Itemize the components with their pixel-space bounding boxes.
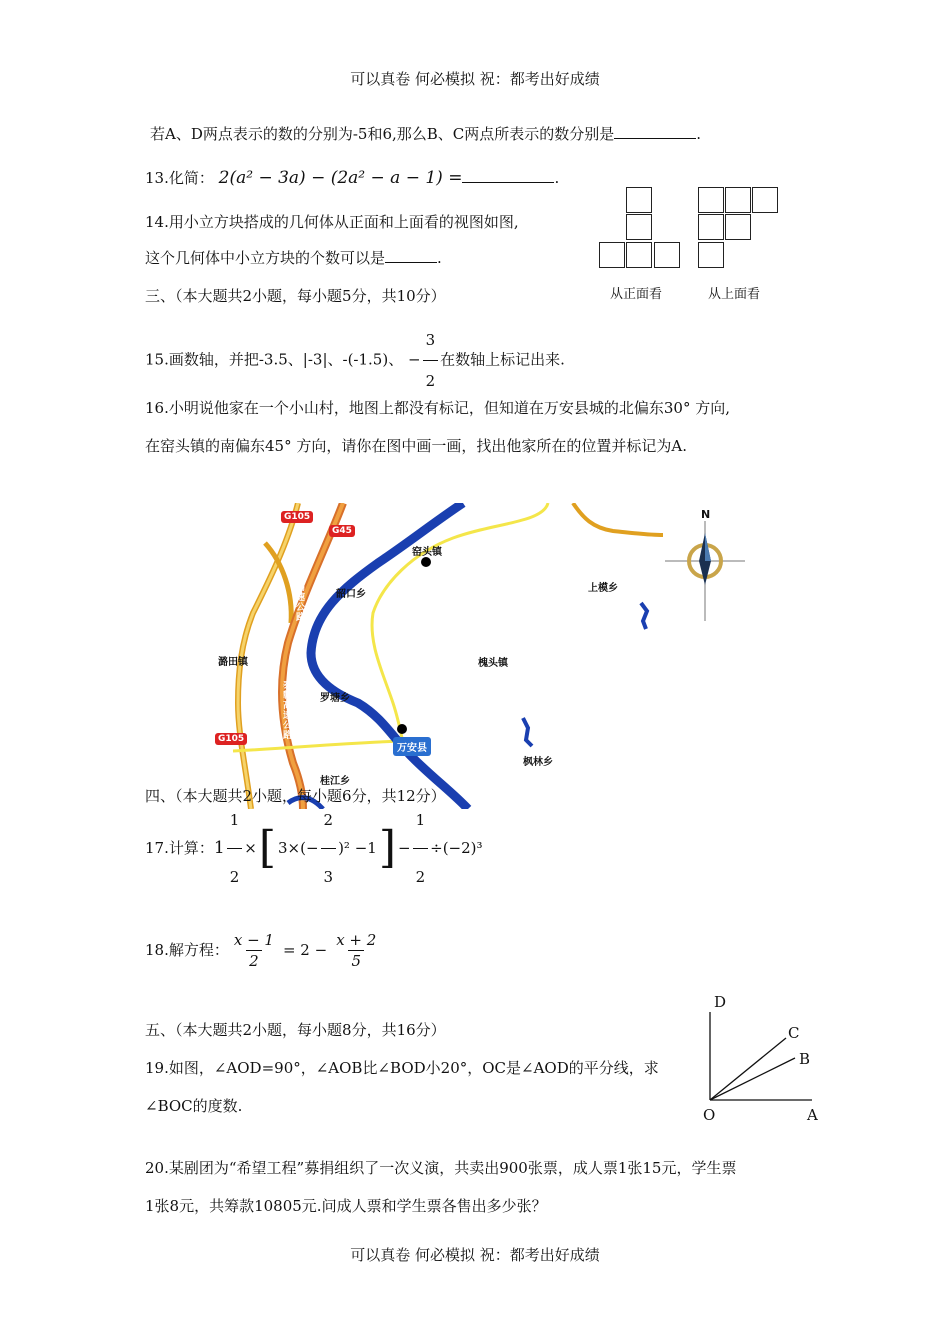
- map-label-guaitou: 槐头镇: [478, 658, 508, 669]
- q14-answer-blank[interactable]: [385, 248, 437, 263]
- q14-end: .: [437, 249, 442, 267]
- question-14-line1: 14.用小立方块搭成的几何体从正面和上面看的视图如图,: [145, 213, 519, 231]
- q18-mid: = 2 −: [282, 941, 328, 959]
- g105-badge-north: G105: [281, 511, 313, 523]
- q17-tail: ÷(−2)³: [430, 839, 483, 857]
- q18-right-den: 5: [348, 950, 364, 971]
- q15-end: 在数轴上标记出来.: [440, 350, 565, 369]
- map-label-fenglin: 枫林乡: [523, 757, 553, 768]
- q17-frac-2: [321, 792, 337, 905]
- angle-label-D: D: [714, 993, 727, 1011]
- question-20-line1: 20.某剧团为“希望工程”募捐组织了一次义演，共卖出900张票，成人票1张15元，学生票: [145, 1159, 737, 1177]
- map-label-yaotou: 窑头镇: [412, 547, 442, 558]
- top-view-caption: 从上面看: [708, 287, 761, 302]
- question-12: [150, 124, 701, 144]
- map-label-shaokou: 韶口乡: [336, 589, 366, 600]
- q15-frac-num: 3: [425, 331, 436, 349]
- q12-text: 若A、D两点表示的数的分别为-5和6,那么B、C两点所表示的数分别是: [150, 125, 615, 143]
- q17-f1-num: 1: [229, 810, 240, 829]
- q18-right-num: x + 2: [336, 930, 377, 949]
- front-view-caption: 从正面看: [610, 287, 663, 302]
- map-label-lutian: 潞田镇: [218, 657, 248, 668]
- section-3-heading: 三、（本大题共2小题，每小题5分，共10分）: [145, 287, 446, 305]
- map-road-label-taigan: 泰赣高速公路: [283, 681, 293, 741]
- q17-times: ×: [244, 839, 257, 857]
- q17-minus: −: [398, 839, 411, 857]
- q15-fraction: [423, 320, 439, 401]
- q15-frac-den: 2: [423, 360, 439, 401]
- map-label-shangmo: 上模乡: [588, 583, 618, 594]
- angle-label-B: B: [799, 1050, 811, 1068]
- question-14-line2: [145, 248, 442, 268]
- question-19-line2: ∠BOC的度数.: [145, 1097, 243, 1115]
- page-header: 可以真卷 何必模拟 祝：都考出好成绩: [350, 70, 600, 88]
- q18-prefix: 18.解方程：: [145, 941, 229, 959]
- q17-f3-den: 2: [413, 848, 429, 905]
- q13-expression: 2(a² − 3a) − (2a² − a − 1) =: [218, 168, 463, 188]
- q15-frac-sign: −: [407, 350, 421, 369]
- q18-left-num: x − 1: [233, 930, 274, 949]
- q14-line2-text: 这个几何体中小立方块的个数可以是: [145, 249, 386, 267]
- q17-f1-den: 2: [227, 848, 243, 905]
- question-19-line1: 19.如图，∠AOD=90°，∠AOB比∠BOD小20°，OC是∠AOD的平分线，求: [145, 1059, 659, 1077]
- section-5-heading: 五、（本大题共2小题，每小题8分，共16分）: [145, 1021, 446, 1039]
- q13-answer-blank[interactable]: [462, 168, 554, 183]
- q17-whole: 1: [213, 838, 225, 858]
- q17-frac-3: [413, 792, 429, 905]
- q17-prefix: 17.计算：: [145, 839, 214, 857]
- q17-left-bracket: [: [258, 822, 276, 873]
- q17-f3-num: 1: [415, 810, 426, 829]
- g45-badge: G45: [329, 525, 355, 537]
- question-20-line2: 1张8元，共筹款10805元.问成人票和学生票各售出多少张？: [145, 1197, 547, 1215]
- q18-left-den: 2: [246, 950, 262, 971]
- q12-end: .: [696, 125, 702, 143]
- q17-right-bracket: ]: [378, 822, 396, 873]
- question-18: [145, 926, 381, 974]
- angle-label-O: O: [703, 1106, 716, 1124]
- q17-f2-num: 2: [323, 810, 334, 829]
- question-13: [145, 168, 559, 188]
- question-15: [145, 320, 565, 401]
- map-figure: [193, 503, 791, 809]
- q18-left-fraction: [231, 930, 277, 971]
- map-label-wanan: 万安县: [393, 737, 431, 756]
- angle-label-C: C: [788, 1024, 800, 1042]
- angle-label-A: A: [807, 1106, 818, 1124]
- q17-f2-den: 3: [321, 848, 337, 905]
- question-16-line1: 16.小明说他家在一个小山村，地图上都没有标记，但知道在万安县城的北偏东30° 方向,: [145, 399, 730, 417]
- section-4-heading: 四、（本大题共2小题，每小题6分，共12分）: [145, 787, 446, 805]
- q17-frac-1: [227, 792, 243, 905]
- q12-answer-blank[interactable]: [614, 124, 696, 139]
- q13-prefix: 13.化简：: [145, 169, 214, 187]
- map-road-label-daguang: 大广高速公路: [296, 563, 306, 623]
- q13-end: .: [554, 169, 560, 187]
- question-16-line2: 在窑头镇的南偏东45° 方向，请你在图中画一画，找出他家所在的位置并标记为A.: [145, 437, 687, 455]
- q17-inner-a: 3×(−: [277, 839, 319, 857]
- g105-badge-south: G105: [215, 733, 247, 745]
- q18-right-fraction: [333, 930, 379, 971]
- page-footer: 可以真卷 何必模拟 祝：都考出好成绩: [350, 1246, 600, 1264]
- question-17: [145, 810, 483, 886]
- map-label-guijiang: 桂江乡: [320, 776, 350, 787]
- compass-north-label: N: [701, 508, 711, 521]
- q17-inner-b: )² −1: [338, 839, 377, 857]
- map-label-luotang: 罗塘乡: [320, 693, 350, 704]
- q15-text: 15.画数轴，并把-3.5、|-3|、-(-1.5)、: [145, 350, 404, 369]
